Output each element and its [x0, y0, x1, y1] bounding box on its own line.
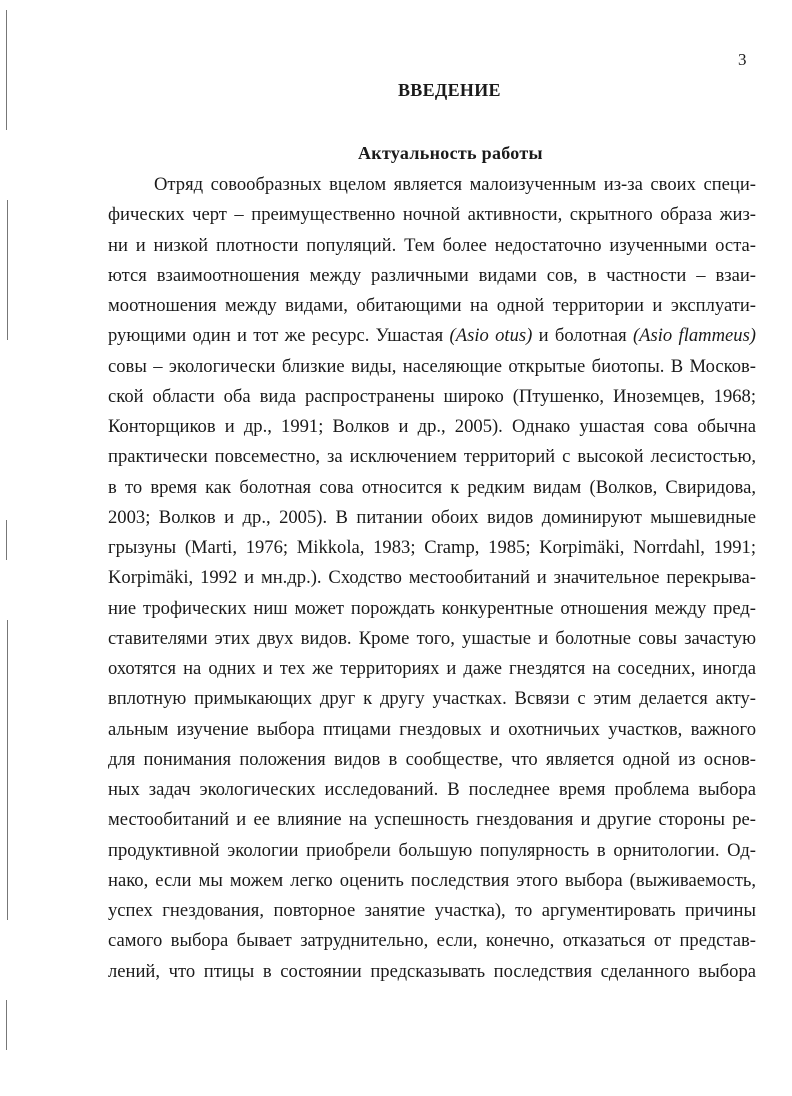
text-line: продуктивной экологии приобрели большую популярность в орнитологии. Од-: [108, 839, 756, 861]
text-line: в то время как болотная сова относится к редким видам (Волков, Свиридова,: [108, 476, 756, 498]
text-line: Korpimäki, 1992 и мн.др.). Сходство местообитаний и значительное перекрыва-: [108, 567, 756, 589]
text-line: альным изучение выбора птицами гнездовых и охотничьих участков, важного: [108, 718, 756, 740]
text-line: Отряд совообразных вцелом является малоизученным из-за своих специ-: [154, 174, 756, 195]
species-name: (Asio otus): [449, 325, 533, 347]
text-line: 2003; Волков и др., 2005). В питании обоих видов доминируют мышевидные: [108, 506, 756, 528]
text-line: грызуны (Marti, 1976; Mikkola, 1983; Cramp, 1985; Korpimäki, Norrdahl, 1991;: [108, 537, 756, 558]
text-line: ставителями этих двух видов. Кроме того, ушастые и болотные совы зачастую: [108, 627, 756, 649]
text-line: вплотную примыкающих друг к другу участках. Всвязи с этим делается акту-: [108, 688, 756, 710]
section-title: Актуальность работы: [358, 143, 543, 163]
text-line: лений, что птицы в состоянии предсказывать последствия сделанного выбора: [108, 960, 756, 982]
text-line: нако, если мы можем легко оценить последствия этого выбора (выживаемость,: [108, 869, 756, 891]
page-number: 3: [738, 50, 747, 69]
text-line: для понимания положения видов в сообществе, что является одной из основ-: [108, 748, 756, 770]
text-line: ние трофических ниш может порождать конкурентные отношения между пред-: [108, 597, 756, 619]
text-line: местообитаний и ее влияние на успешность гнездования и другие стороны ре-: [108, 809, 756, 831]
text-line: самого выбора бывает затруднительно, если, конечно, отказаться от представ-: [108, 930, 756, 952]
text-line: ни и низкой плотности популяций. Тем более недостаточно изученными оста-: [108, 234, 756, 256]
text-line: совы – экологически близкие виды, населяющие открытые биотопы. В Москов-: [108, 355, 756, 377]
text-line: Конторщиков и др., 1991; Волков и др., 2005). Однако ушастая сова обычна: [108, 416, 756, 437]
text-line: практически повсеместно, за исключением территорий с высокой лесистостью,: [108, 446, 756, 468]
text-line: фических черт – преимущественно ночной активности, скрытного образа жиз-: [108, 204, 756, 226]
page-title: ВВЕДЕНИЕ: [398, 80, 501, 100]
text-segment: и болотная: [532, 325, 633, 347]
body-paragraph: [108, 170, 756, 987]
text-line: ются взаимоотношения между различными видами сов, в частности – взаи-: [108, 264, 756, 286]
text-line-species: [108, 321, 756, 351]
text-segment: рующими один и тот же ресурс. Ушастая: [108, 325, 450, 347]
text-line: моотношения между видами, обитающими на одной территории и эксплуати-: [108, 295, 756, 316]
text-line: ных задач экологических исследований. В последнее время проблема выбора: [108, 779, 756, 800]
species-name: (Asio flammeus): [632, 325, 756, 347]
scan-margin-marks: [0, 0, 14, 1096]
text-line: успех гнездования, повторное занятие участка), то аргументировать причины: [108, 900, 756, 921]
text-line: ской области оба вида распространены широко (Птушенко, Иноземцев, 1968;: [108, 385, 756, 407]
text-line: охотятся на одних и тех же территориях и даже гнездятся на соседних, иногда: [108, 658, 756, 679]
